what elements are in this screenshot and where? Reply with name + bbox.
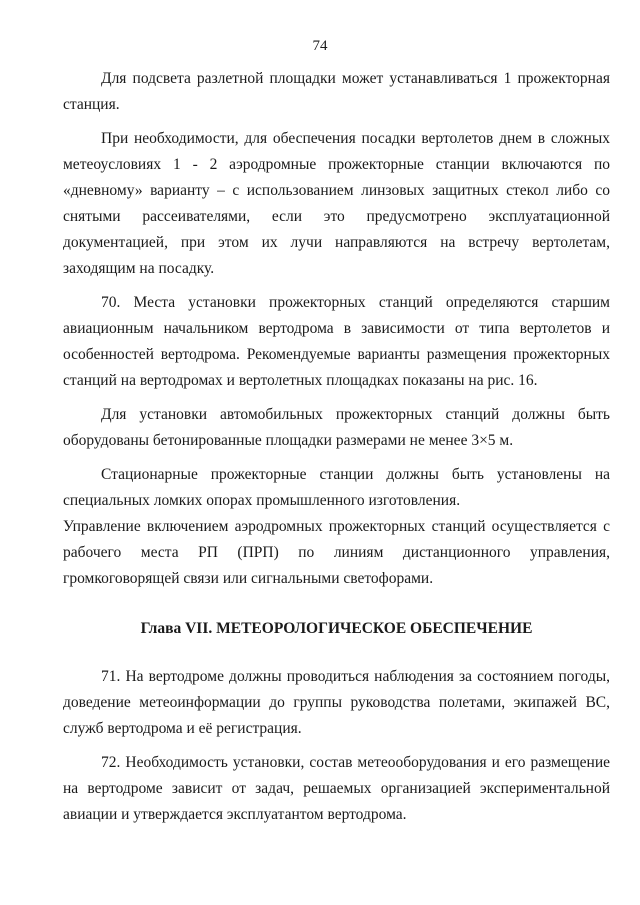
paragraph-day-landing: При необходимости, для обеспечения посадки вертолетов днем в сложных метеоусловиях 1 - 2 аэродромные прожекторные станции включаются по «дневному» варианту – с использованием линзовых защитных стекол либо со снятыми рассеивателями, если это предусмотрено эксплуатационной документацией, при этом их лучи направляются на встречу вертолетам, заходящим на посадку. (63, 130, 610, 277)
page-body (63, 66, 610, 836)
chapter-heading: Глава VII. МЕТЕОРОЛОГИЧЕСКОЕ ОБЕСПЕЧЕНИЕ (140, 620, 533, 637)
paragraph-concrete-platforms: Для установки автомобильных прожекторных станций должны быть оборудованы бетонированные площадки размерами не менее 3×5 м. (63, 406, 610, 449)
paragraph-item-70: 70. Места установки прожекторных станций определяются старшим авиационным начальником вертодрома в зависимости от типа вертолетов и особенностей вертодрома. Рекомендуемые варианты размещения прожекторных станций на вертодромах и вертолетных площадках показаны на рис. 16. (63, 294, 610, 389)
paragraph-floodlight-station: Для подсвета разлетной площадки может устанавливаться 1 прожекторная станция. (63, 70, 610, 113)
paragraph-item-72: 72. Необходимость установки, состав метеооборудования и его размещение на вертодроме зависит от задач, решаемых организацией экспериментальной авиации и утверждается эксплуатантом вертодрома. (63, 754, 610, 823)
paragraph-item-71: 71. На вертодроме должны проводиться наблюдения за состоянием погоды, доведение метеоинформации до группы руководства полетами, экипажей ВС, служб вертодрома и её регистрация. (63, 668, 610, 737)
paragraph-control: Управление включением аэродромных прожекторных станций осуществляется с рабочего места РП (ПРП) по линиям дистанционного управления, громкоговорящей связи или сигнальными светофорами. (63, 518, 610, 587)
page-number: 74 (312, 38, 328, 54)
paragraph-stationary-stations: Стационарные прожекторные станции должны быть установлены на специальных ломких опорах промышленного изготовления. (63, 466, 610, 509)
